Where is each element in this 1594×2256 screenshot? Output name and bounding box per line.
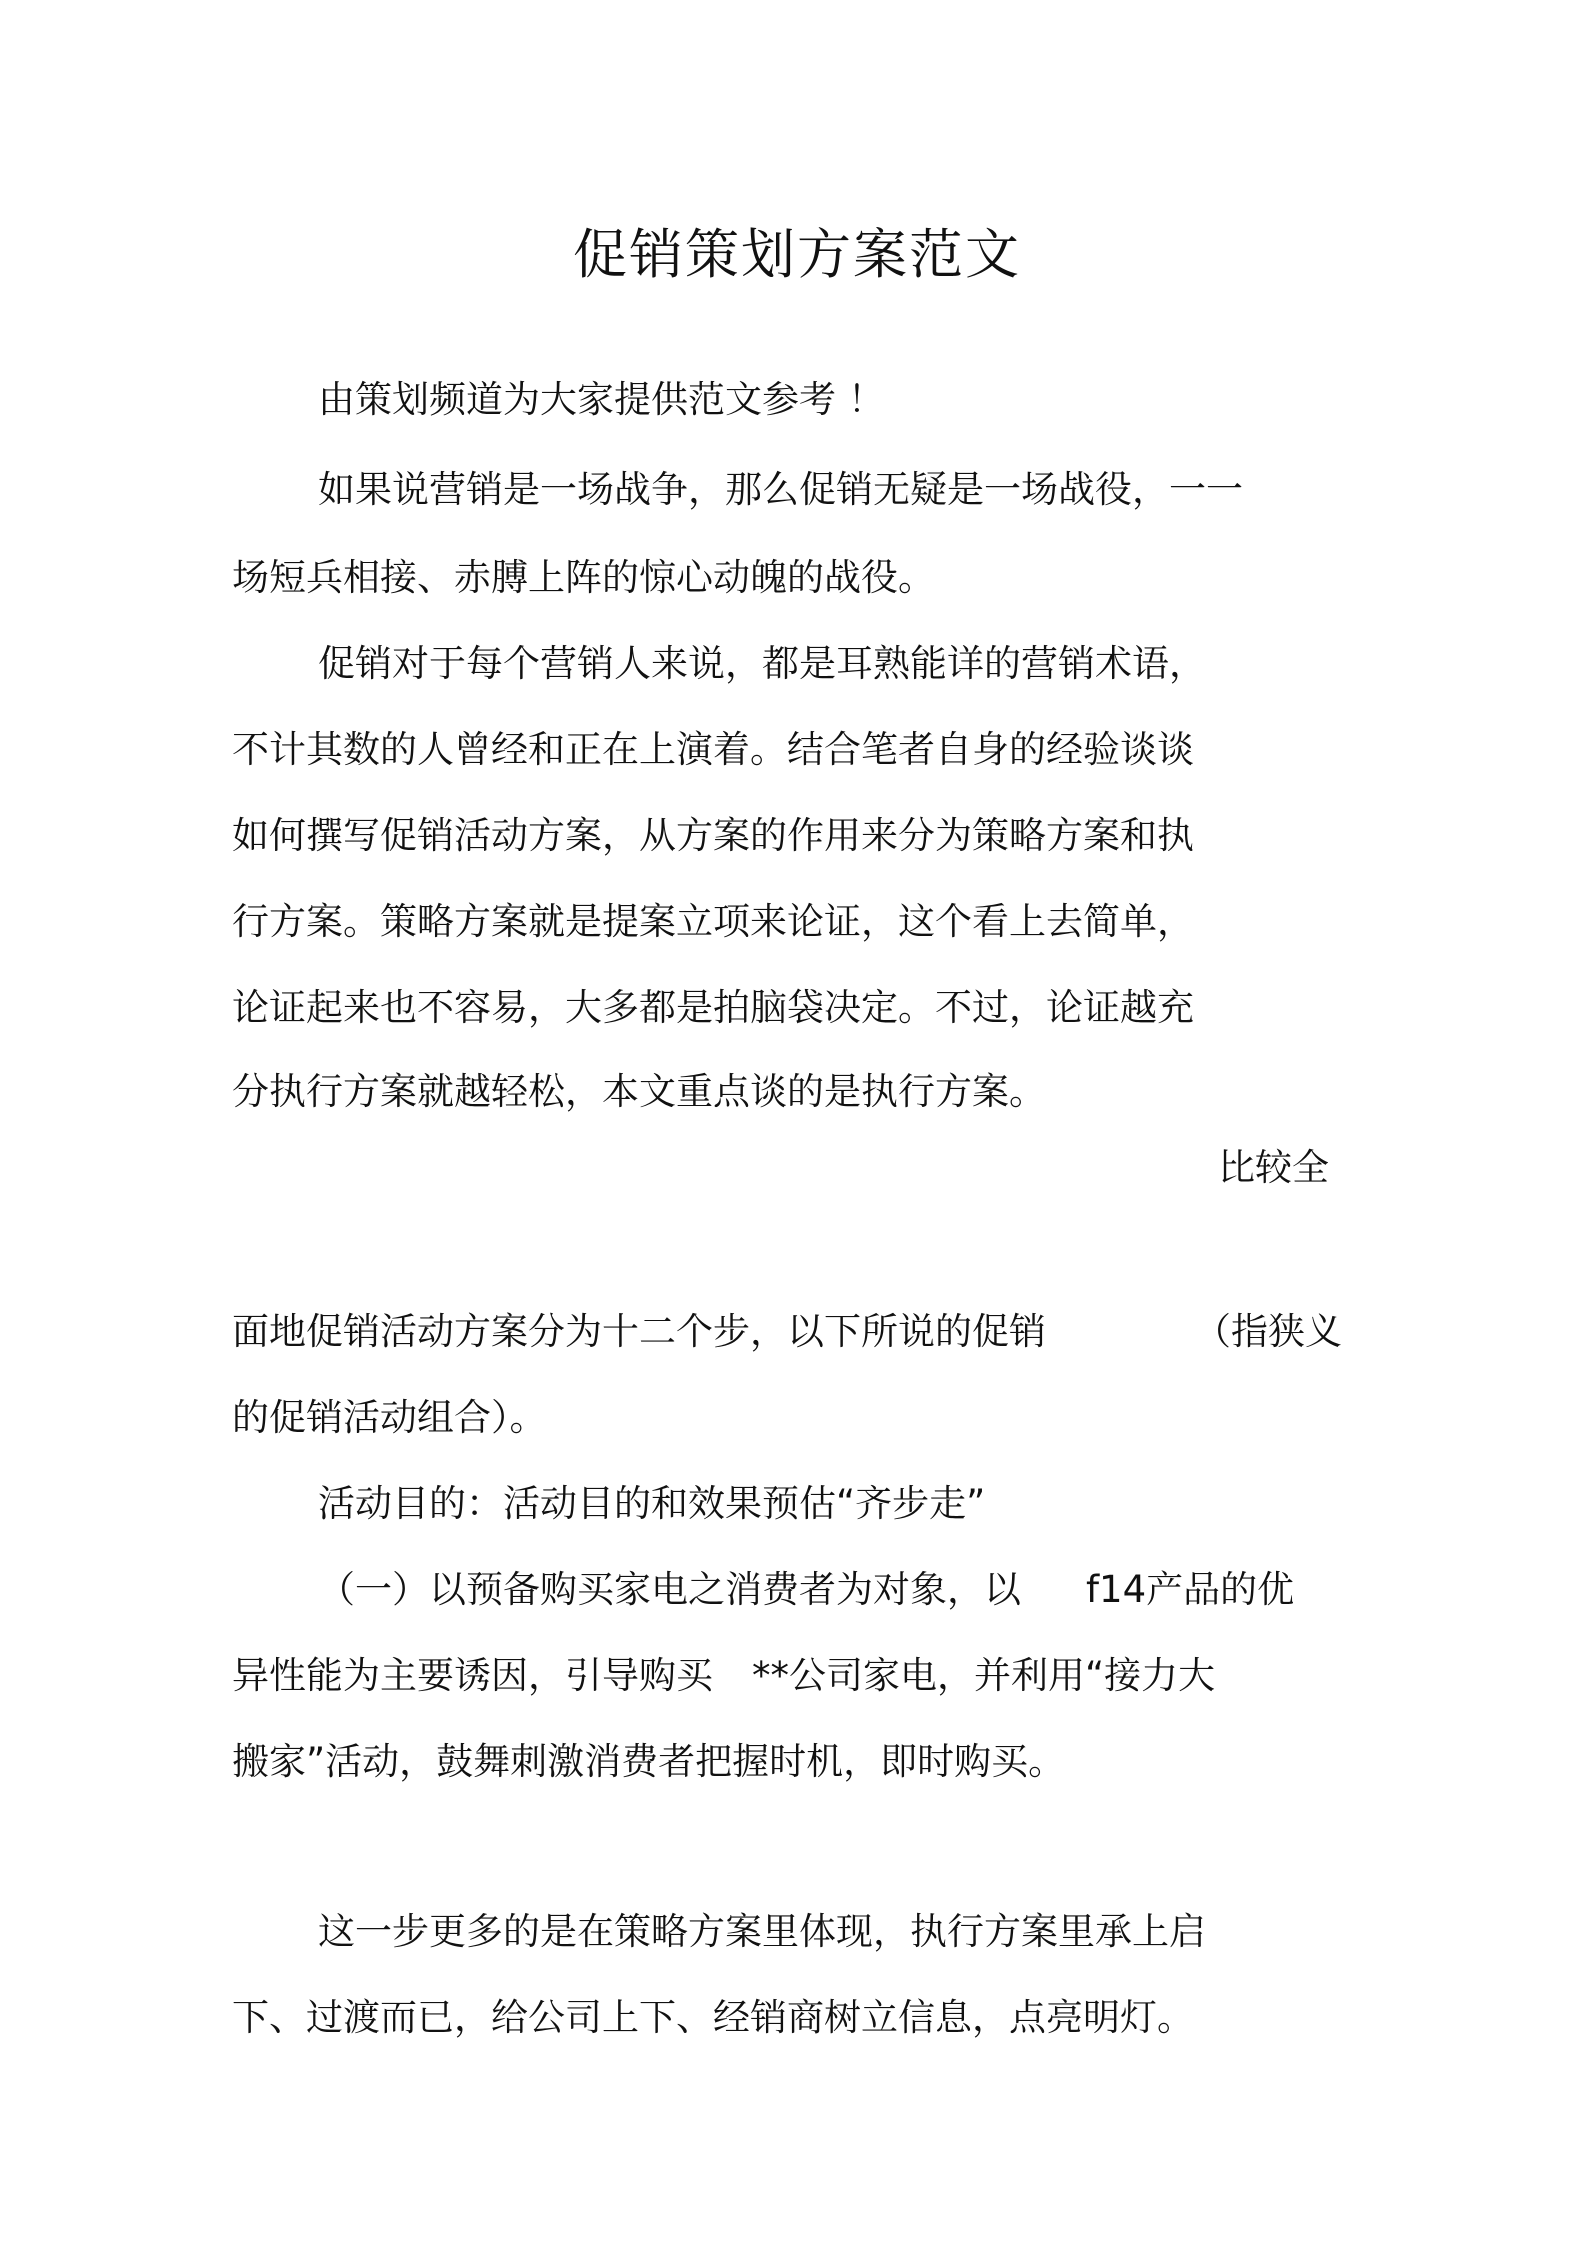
paragraph-line: （指狭义	[1194, 1310, 1342, 1353]
paragraph-line: 不计其数的人曾经和正在上演着。结合笔者自身的经验谈谈	[232, 728, 1194, 771]
paragraph-line: 由策划频道为大家提供范文参考 ！	[318, 378, 885, 421]
paragraph-line: 场短兵相接、赤膊上阵的惊心动魄的战役。	[232, 556, 935, 599]
paragraph-line: 异性能为主要诱因，引导购买	[232, 1654, 713, 1697]
paragraph-line: 活动目的：活动目的和效果预估“齐步走”	[318, 1482, 986, 1525]
paragraph-line: 这一步更多的是在策略方案里体现，执行方案里承上启	[318, 1910, 1206, 1953]
paragraph-line: 论证起来也不容易，大多都是拍脑袋决定。不过，论证越充	[232, 986, 1194, 1029]
paragraph-line: 行方案。策略方案就是提案立项来论证，这个看上去简单，	[232, 900, 1194, 943]
document-title: 促销策划方案范文	[573, 223, 1021, 286]
paragraph-line: 如何撰写促销活动方案，从方案的作用来分为策略方案和执	[232, 814, 1194, 857]
paragraph-line: 比较全	[1218, 1146, 1329, 1189]
paragraph-line: 下、过渡而已，给公司上下、经销商树立信息，点亮明灯。	[232, 1996, 1194, 2039]
paragraph-line: 的促销活动组合）。	[232, 1396, 547, 1439]
paragraph-line: （一）以预备购买家电之消费者为对象，以	[318, 1568, 1021, 1611]
paragraph-line: 搬家”活动，鼓舞刺激消费者把握时机，即时购买。	[232, 1740, 1066, 1783]
paragraph-line: f14产品的优	[1086, 1568, 1295, 1611]
paragraph-line: **公司家电，并利用“接力大	[752, 1654, 1216, 1697]
paragraph-line: 面地促销活动方案分为十二个步，以下所说的促销	[232, 1310, 1046, 1353]
paragraph-line: 促销对于每个营销人来说，都是耳熟能详的营销术语，	[318, 642, 1206, 685]
paragraph-line: 如果说营销是一场战争，那么促销无疑是一场战役，一一	[318, 468, 1243, 511]
paragraph-line: 分执行方案就越轻松，本文重点谈的是执行方案。	[232, 1070, 1046, 1113]
